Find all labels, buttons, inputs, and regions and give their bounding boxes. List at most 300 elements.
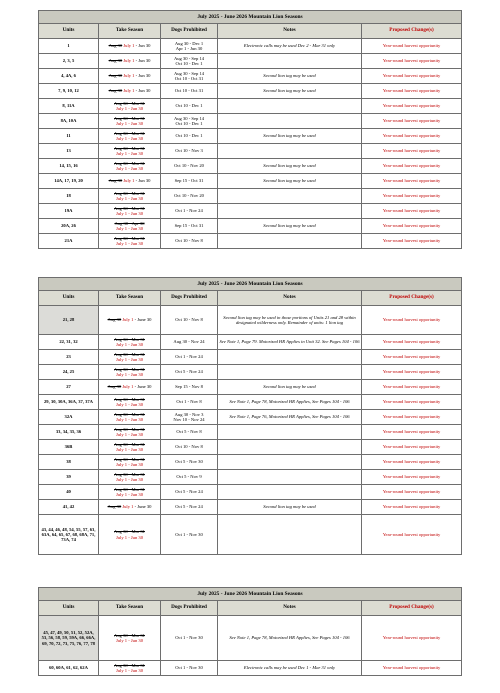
- dog-date-range: Oct 10 - Dec 1: [175, 121, 203, 126]
- proposed-change-cell: Year-round harvest opportunity: [362, 380, 462, 395]
- notes-cell: Second lion tag may be used: [218, 84, 362, 99]
- proposed-change-cell: Year-round harvest opportunity: [362, 410, 462, 425]
- proposed-change-cell: Year-round harvest opportunity: [362, 39, 462, 54]
- dog-date-range: Oct 5 - Nov 24: [175, 369, 203, 375]
- new-season: July 1 - Jun 30: [115, 668, 144, 673]
- dog-date-range: Apr 1 - Jun 30: [175, 46, 203, 51]
- proposed-change-cell: Year-round harvest opportunity: [362, 129, 462, 144]
- column-header: Proposed Change(s): [362, 24, 462, 39]
- new-season: July 1 - Jun 30: [115, 462, 144, 467]
- unit-cell: 2, 3, 5: [39, 54, 99, 69]
- notes-cell: Second lion tag may be used: [218, 129, 362, 144]
- header-row: [39, 601, 462, 616]
- notes-cell: Second lion tag may be used: [218, 380, 362, 395]
- column-header: Units: [39, 291, 99, 306]
- dogs-prohibited-cell: [161, 69, 218, 84]
- table-row: [39, 174, 462, 189]
- struck-season: Aug 30 - Mar 31: [114, 632, 145, 638]
- struck-date: Aug 30: [108, 43, 123, 49]
- title-row: [39, 11, 462, 24]
- notes-cell: Electronic calls may be used Dec 1 - Mar 31 only: [218, 661, 362, 676]
- unit-cell: 7, 9, 10, 12: [39, 84, 99, 99]
- dog-date-range: Oct 10 - Nov 20: [174, 163, 204, 169]
- dogs-prohibited-cell: [161, 616, 218, 661]
- take-season-cell: [99, 174, 161, 189]
- dog-date-range: Oct 10 - Dec 1: [175, 103, 203, 109]
- notes-cell: [218, 114, 362, 129]
- struck-season: Aug 30 - Mar 31: [114, 336, 145, 342]
- dog-date-range: Aug 30 - Sep 14: [173, 55, 205, 61]
- struck-season: Aug 30 - Mar 31: [114, 396, 145, 402]
- new-season: July 1 - Jun 30: [115, 226, 144, 231]
- take-season-cell: [99, 616, 161, 661]
- new-season: July 1 - Jun 30: [115, 342, 144, 347]
- dogs-prohibited-cell: [161, 189, 218, 204]
- table-row: [39, 144, 462, 159]
- proposed-change-cell: Year-round harvest opportunity: [362, 470, 462, 485]
- struck-season: Aug 30 - Mar 31: [114, 145, 145, 151]
- table-row: [39, 515, 462, 555]
- table-row: [39, 335, 462, 350]
- unit-cell: 60, 60A, 61, 62, 62A: [39, 661, 99, 676]
- unit-cell: 36B: [39, 440, 99, 455]
- end-date: - June 30: [133, 317, 152, 323]
- proposed-change-cell: Year-round harvest opportunity: [362, 500, 462, 515]
- proposed-change-cell: Year-round harvest opportunity: [362, 440, 462, 455]
- new-season: July 1 - Jun 30: [115, 166, 144, 171]
- column-header: Dogs Prohibited: [161, 291, 218, 306]
- take-season-cell: [99, 440, 161, 455]
- take-season-cell: [99, 395, 161, 410]
- column-header: Notes: [218, 24, 362, 39]
- struck-date: Aug 30: [107, 504, 122, 510]
- dog-date-range: Oct 10 - Nov 8: [175, 444, 203, 450]
- struck-season: Aug 30 - Mar 31: [114, 235, 145, 241]
- table-body: [39, 588, 462, 676]
- dogs-prohibited-cell: [161, 470, 218, 485]
- take-season-cell: [99, 335, 161, 350]
- take-season-cell: [99, 306, 161, 335]
- unit-cell: 20A, 26: [39, 219, 99, 234]
- struck-season: Aug 30 - Mar 31: [114, 366, 145, 372]
- dogs-prohibited-cell: [161, 219, 218, 234]
- take-season-cell: [99, 661, 161, 676]
- unit-cell: 4, 4A, 6: [39, 69, 99, 84]
- notes-cell: [218, 365, 362, 380]
- header-row: [39, 24, 462, 39]
- take-season-cell: [99, 54, 161, 69]
- struck-season: Aug 30 - Mar 31: [114, 426, 145, 432]
- dog-date-range: Oct 10 - Nov 20: [174, 193, 204, 199]
- new-season: July 1 - Jun 30: [115, 241, 144, 246]
- dogs-prohibited-cell: [161, 380, 218, 395]
- dogs-prohibited-cell: [161, 54, 218, 69]
- proposed-change-cell: Year-round harvest opportunity: [362, 515, 462, 555]
- table-row: [39, 395, 462, 410]
- new-date: July 1: [123, 88, 135, 94]
- take-season-cell: [99, 99, 161, 114]
- unit-cell: 40: [39, 485, 99, 500]
- table-body: [39, 11, 462, 249]
- dog-date-range: Aug 30 - Nov 3: [174, 411, 204, 417]
- new-season: July 1 - Jun 30: [115, 402, 144, 407]
- table-row: [39, 114, 462, 129]
- unit-cell: 1: [39, 39, 99, 54]
- proposed-change-cell: Year-round harvest opportunity: [362, 84, 462, 99]
- table-row: [39, 234, 462, 249]
- dogs-prohibited-cell: [161, 144, 218, 159]
- struck-season: Aug 30 - Mar 31: [114, 662, 145, 668]
- new-date: July 1: [123, 58, 135, 64]
- struck-date: Aug 30: [107, 317, 122, 323]
- take-season-cell: [99, 204, 161, 219]
- new-season: July 1 - Jun 30: [115, 151, 144, 156]
- notes-cell: [218, 455, 362, 470]
- column-header: Units: [39, 24, 99, 39]
- table-row: [39, 99, 462, 114]
- dogs-prohibited-cell: [161, 455, 218, 470]
- proposed-change-cell: Year-round harvest opportunity: [362, 69, 462, 84]
- struck-season: Aug 30 - Mar 31: [114, 411, 145, 417]
- notes-cell: [218, 485, 362, 500]
- proposed-change-cell: Year-round harvest opportunity: [362, 306, 462, 335]
- header-row: [39, 291, 462, 306]
- table-row: [39, 661, 462, 676]
- dogs-prohibited-cell: [161, 99, 218, 114]
- dog-date-range: Oct 5 - Nov 24: [175, 504, 203, 510]
- struck-date: Aug 30: [108, 58, 123, 64]
- column-header: Take Season: [99, 24, 161, 39]
- table-title: July 2025 - June 2026 Mountain Lion Seasons: [39, 588, 462, 601]
- take-season-cell: [99, 425, 161, 440]
- end-date: - Jun 30: [134, 58, 151, 64]
- unit-cell: 41, 42: [39, 500, 99, 515]
- new-season: July 1 - Jun 30: [115, 492, 144, 497]
- table-row: [39, 440, 462, 455]
- notes-cell: Second lion tag may be used: [218, 69, 362, 84]
- table-row: [39, 470, 462, 485]
- dogs-prohibited-cell: [161, 335, 218, 350]
- notes-cell: [218, 440, 362, 455]
- new-season: July 1 - Jun 30: [115, 638, 144, 643]
- notes-cell: [218, 144, 362, 159]
- notes-cell: Second lion tag may be used in those portions of Units 21 and 28 within designated wilderness only. Remainder of units: 1 lion tag: [218, 306, 362, 335]
- table-row: [39, 455, 462, 470]
- dogs-prohibited-cell: [161, 365, 218, 380]
- dog-date-range: Oct 10 - Dec 1: [175, 61, 203, 66]
- dog-date-range: Aug 30 - Dec 1: [174, 40, 204, 46]
- proposed-change-cell: Year-round harvest opportunity: [362, 455, 462, 470]
- unit-cell: 43, 44, 46, 48, 54, 55, 57, 63, 63A, 64, 65, 67, 68, 68A, 71, 73A, 74: [39, 515, 99, 555]
- notes-cell: Second lion tag may be used: [218, 159, 362, 174]
- notes-cell: [218, 54, 362, 69]
- column-header: Proposed Change(s): [362, 601, 462, 616]
- dog-date-range: Oct 10 - Nov 8: [175, 238, 203, 244]
- unit-cell: 13: [39, 144, 99, 159]
- table-row: [39, 159, 462, 174]
- new-season: July 1 - Jun 30: [115, 211, 144, 216]
- table-row: [39, 84, 462, 99]
- unit-cell: 8, 11A: [39, 99, 99, 114]
- struck-season: Aug 30 - Mar 31: [114, 115, 145, 121]
- column-header: Notes: [218, 601, 362, 616]
- dog-date-range: Sep 15 - Oct 31: [174, 223, 204, 229]
- unit-cell: 22, 31, 32: [39, 335, 99, 350]
- take-season-cell: [99, 189, 161, 204]
- notes-cell: Electronic calls may be used Dec 2 - Mar 31 only: [218, 39, 362, 54]
- dogs-prohibited-cell: [161, 84, 218, 99]
- dog-date-range: Oct 1 - Nov 30: [175, 531, 203, 537]
- table-row: [39, 306, 462, 335]
- dogs-prohibited-cell: [161, 440, 218, 455]
- dog-date-range: Oct 5 - Nov 30: [175, 459, 203, 465]
- dogs-prohibited-cell: [161, 159, 218, 174]
- take-season-cell: [99, 39, 161, 54]
- proposed-change-cell: Year-round harvest opportunity: [362, 234, 462, 249]
- new-season: July 1 - Jun 30: [115, 534, 144, 540]
- dogs-prohibited-cell: [161, 174, 218, 189]
- unit-cell: 39: [39, 470, 99, 485]
- notes-cell: [218, 425, 362, 440]
- table-row: [39, 39, 462, 54]
- dogs-prohibited-cell: [161, 114, 218, 129]
- proposed-change-cell: Year-round harvest opportunity: [362, 114, 462, 129]
- proposed-change-cell: Year-round harvest opportunity: [362, 189, 462, 204]
- dogs-prohibited-cell: [161, 234, 218, 249]
- column-header: Dogs Prohibited: [161, 24, 218, 39]
- dogs-prohibited-cell: [161, 395, 218, 410]
- dogs-prohibited-cell: [161, 500, 218, 515]
- take-season-cell: [99, 470, 161, 485]
- proposed-change-cell: Year-round harvest opportunity: [362, 661, 462, 676]
- unit-cell: 14A, 17, 19, 20: [39, 174, 99, 189]
- notes-cell: [218, 470, 362, 485]
- table-row: [39, 219, 462, 234]
- notes-cell: [218, 350, 362, 365]
- table-row: [39, 189, 462, 204]
- proposed-change-cell: Year-round harvest opportunity: [362, 174, 462, 189]
- notes-cell: Second lion tag may be used: [218, 219, 362, 234]
- struck-season: Aug 30 - Mar 31: [114, 529, 145, 535]
- table-title: July 2025 - June 2026 Mountain Lion Seasons: [39, 278, 462, 291]
- dog-date-range: Oct 10 - Nov 8: [175, 317, 203, 323]
- end-date: - Jun 30: [134, 178, 151, 184]
- dog-date-range: Oct 5 - Nov 24: [175, 489, 203, 495]
- table-row: [39, 485, 462, 500]
- dog-date-range: Oct 1 - Nov 30: [175, 665, 203, 671]
- new-date: July 1: [123, 43, 135, 49]
- title-row: [39, 588, 462, 601]
- unit-cell: 24, 25: [39, 365, 99, 380]
- column-header: Take Season: [99, 291, 161, 306]
- proposed-change-cell: Year-round harvest opportunity: [362, 54, 462, 69]
- proposed-change-cell: Year-round harvest opportunity: [362, 365, 462, 380]
- struck-season: Aug 30 - Mar 31: [114, 351, 145, 357]
- table-row: [39, 129, 462, 144]
- dog-date-range: Sep 15 - Nov 8: [175, 384, 203, 390]
- notes-cell: See Note 1, Page 76, Motorized HR Applies, See Pages 104 - 106: [218, 410, 362, 425]
- struck-date: Aug 30: [108, 88, 123, 94]
- struck-season: Aug 30 - Mar 31: [114, 100, 145, 106]
- proposed-change-cell: Year-round harvest opportunity: [362, 99, 462, 114]
- dog-date-range: Oct 5 - Nov 9: [176, 474, 202, 480]
- table-row: [39, 380, 462, 395]
- take-season-cell: [99, 380, 161, 395]
- unit-cell: 29, 30, 30A, 36A, 37, 37A: [39, 395, 99, 410]
- end-date: - Jun 30: [134, 73, 151, 79]
- dogs-prohibited-cell: [161, 39, 218, 54]
- dog-date-range: Oct 10 - Oct 31: [174, 88, 204, 94]
- dog-date-range: Oct 1 - Nov 24: [175, 208, 203, 214]
- notes-cell: [218, 515, 362, 555]
- struck-date: Aug 30: [107, 384, 122, 390]
- notes-cell: See Note 1, Page 78, Motorized HR Applies, See Pages 104 - 106: [218, 616, 362, 661]
- table-row: [39, 616, 462, 661]
- dog-date-range: Oct 1 - Nov 30: [175, 635, 203, 641]
- dogs-prohibited-cell: [161, 661, 218, 676]
- take-season-cell: [99, 144, 161, 159]
- struck-season: Aug 30 - Apr 30: [114, 220, 145, 226]
- dog-date-range: Oct 5 - Nov 8: [176, 429, 202, 435]
- dogs-prohibited-cell: [161, 485, 218, 500]
- table-row: [39, 69, 462, 84]
- notes-cell: Second lion tag may be used: [218, 500, 362, 515]
- dog-date-range: Aug 30 - Sep 14: [173, 70, 205, 76]
- new-date: July 1: [123, 73, 135, 79]
- table-row: [39, 204, 462, 219]
- new-date: July 1: [122, 504, 134, 510]
- proposed-change-cell: Year-round harvest opportunity: [362, 395, 462, 410]
- notes-cell: See Note 1, Page 79. Motorized HR Applies in Unit 32. See Pages 104 - 106: [218, 335, 362, 350]
- column-header: Proposed Change(s): [362, 291, 462, 306]
- take-season-cell: [99, 410, 161, 425]
- column-header: Dogs Prohibited: [161, 601, 218, 616]
- struck-season: Aug 30 - Mar 31: [114, 160, 145, 166]
- struck-season: Aug 30 - Mar 31: [114, 456, 145, 462]
- new-season: July 1 - Jun 30: [115, 417, 144, 422]
- dog-date-range: Oct 1 - Nov 8: [176, 399, 202, 405]
- table-row: [39, 500, 462, 515]
- dogs-prohibited-cell: [161, 306, 218, 335]
- dog-date-range: Oct 10 - Nov 3: [175, 148, 203, 154]
- table-row: [39, 410, 462, 425]
- struck-date: Aug 30: [108, 178, 123, 184]
- dogs-prohibited-cell: [161, 515, 218, 555]
- dog-date-range: Aug 30 - Sep 14: [173, 115, 205, 121]
- proposed-change-cell: Year-round harvest opportunity: [362, 204, 462, 219]
- end-date: - Jun 30: [134, 88, 151, 94]
- take-season-cell: [99, 350, 161, 365]
- proposed-change-cell: Year-round harvest opportunity: [362, 335, 462, 350]
- unit-cell: 27: [39, 380, 99, 395]
- proposed-change-cell: Year-round harvest opportunity: [362, 425, 462, 440]
- struck-season: Aug 30 - Mar 31: [114, 130, 145, 136]
- new-season: July 1 - Jun 30: [115, 477, 144, 482]
- take-season-cell: [99, 69, 161, 84]
- unit-cell: 23: [39, 350, 99, 365]
- struck-season: Aug 30 - Mar 31: [114, 486, 145, 492]
- unit-cell: 14, 15, 16: [39, 159, 99, 174]
- unit-cell: 11: [39, 129, 99, 144]
- dogs-prohibited-cell: [161, 350, 218, 365]
- dogs-prohibited-cell: [161, 410, 218, 425]
- unit-cell: 21, 28: [39, 306, 99, 335]
- table-body: [39, 278, 462, 555]
- take-season-cell: [99, 234, 161, 249]
- proposed-change-cell: Year-round harvest opportunity: [362, 219, 462, 234]
- proposed-change-cell: Year-round harvest opportunity: [362, 616, 462, 661]
- proposed-change-cell: Year-round harvest opportunity: [362, 350, 462, 365]
- take-season-cell: [99, 129, 161, 144]
- dog-date-range: Oct 10 - Oct 31: [174, 76, 204, 81]
- new-date: July 1: [123, 178, 135, 184]
- new-season: July 1 - Jun 30: [115, 121, 144, 126]
- notes-cell: See Note 1, Page 78, Motorized HR Applies, See Pages 104 - 106: [218, 395, 362, 410]
- end-date: - June 30: [133, 384, 152, 390]
- take-season-cell: [99, 159, 161, 174]
- proposed-change-cell: Year-round harvest opportunity: [362, 144, 462, 159]
- struck-season: Aug 30 - Mar 31: [114, 205, 145, 211]
- end-date: - June 30: [133, 504, 152, 510]
- unit-cell: 21A: [39, 234, 99, 249]
- struck-date: Aug 30: [108, 73, 123, 79]
- dog-date-range: Nov 10 - Nov 24: [173, 417, 205, 422]
- new-date: July 1: [122, 384, 134, 390]
- new-season: July 1 - Jun 30: [115, 106, 144, 111]
- take-season-cell: [99, 485, 161, 500]
- end-date: - Jun 30: [134, 43, 151, 49]
- dogs-prohibited-cell: [161, 425, 218, 440]
- take-season-cell: [99, 219, 161, 234]
- dog-date-range: Oct 10 - Dec 1: [175, 133, 203, 139]
- notes-cell: [218, 189, 362, 204]
- take-season-cell: [99, 515, 161, 555]
- table-title: July 2025 - June 2026 Mountain Lion Seasons: [39, 11, 462, 24]
- take-season-cell: [99, 84, 161, 99]
- season-table-3: [38, 587, 462, 676]
- title-row: [39, 278, 462, 291]
- dogs-prohibited-cell: [161, 204, 218, 219]
- unit-cell: 18: [39, 189, 99, 204]
- dog-date-range: Oct 1 - Nov 24: [175, 354, 203, 360]
- column-header: Notes: [218, 291, 362, 306]
- new-season: July 1 - Jun 30: [115, 447, 144, 452]
- notes-cell: [218, 99, 362, 114]
- new-season: July 1 - Jun 30: [115, 372, 144, 377]
- notes-cell: Second lion tag may be used: [218, 174, 362, 189]
- take-season-cell: [99, 500, 161, 515]
- new-season: July 1 - Jun 30: [115, 136, 144, 141]
- table-row: [39, 350, 462, 365]
- table-row: [39, 425, 462, 440]
- dog-date-range: Aug 30 - Nov 24: [173, 339, 205, 345]
- column-header: Units: [39, 601, 99, 616]
- unit-cell: 32A: [39, 410, 99, 425]
- proposed-change-cell: Year-round harvest opportunity: [362, 159, 462, 174]
- take-season-cell: [99, 114, 161, 129]
- proposed-change-cell: Year-round harvest opportunity: [362, 485, 462, 500]
- struck-season: Aug 30 - Mar 31: [114, 190, 145, 196]
- notes-cell: [218, 234, 362, 249]
- new-date: July 1: [122, 317, 134, 323]
- struck-season: Aug 30 - Mar 31: [114, 471, 145, 477]
- table-row: [39, 365, 462, 380]
- take-season-cell: [99, 455, 161, 470]
- unit-cell: 45, 47, 49, 50, 51, 52, 52A, 53, 56, 58, 59, 59A, 66, 66A, 69, 70, 72, 73, 75, 76, 77, 78: [39, 616, 99, 661]
- dog-date-range: Sep 15 - Oct 31: [174, 178, 204, 184]
- unit-cell: 8A, 10A: [39, 114, 99, 129]
- dogs-prohibited-cell: [161, 129, 218, 144]
